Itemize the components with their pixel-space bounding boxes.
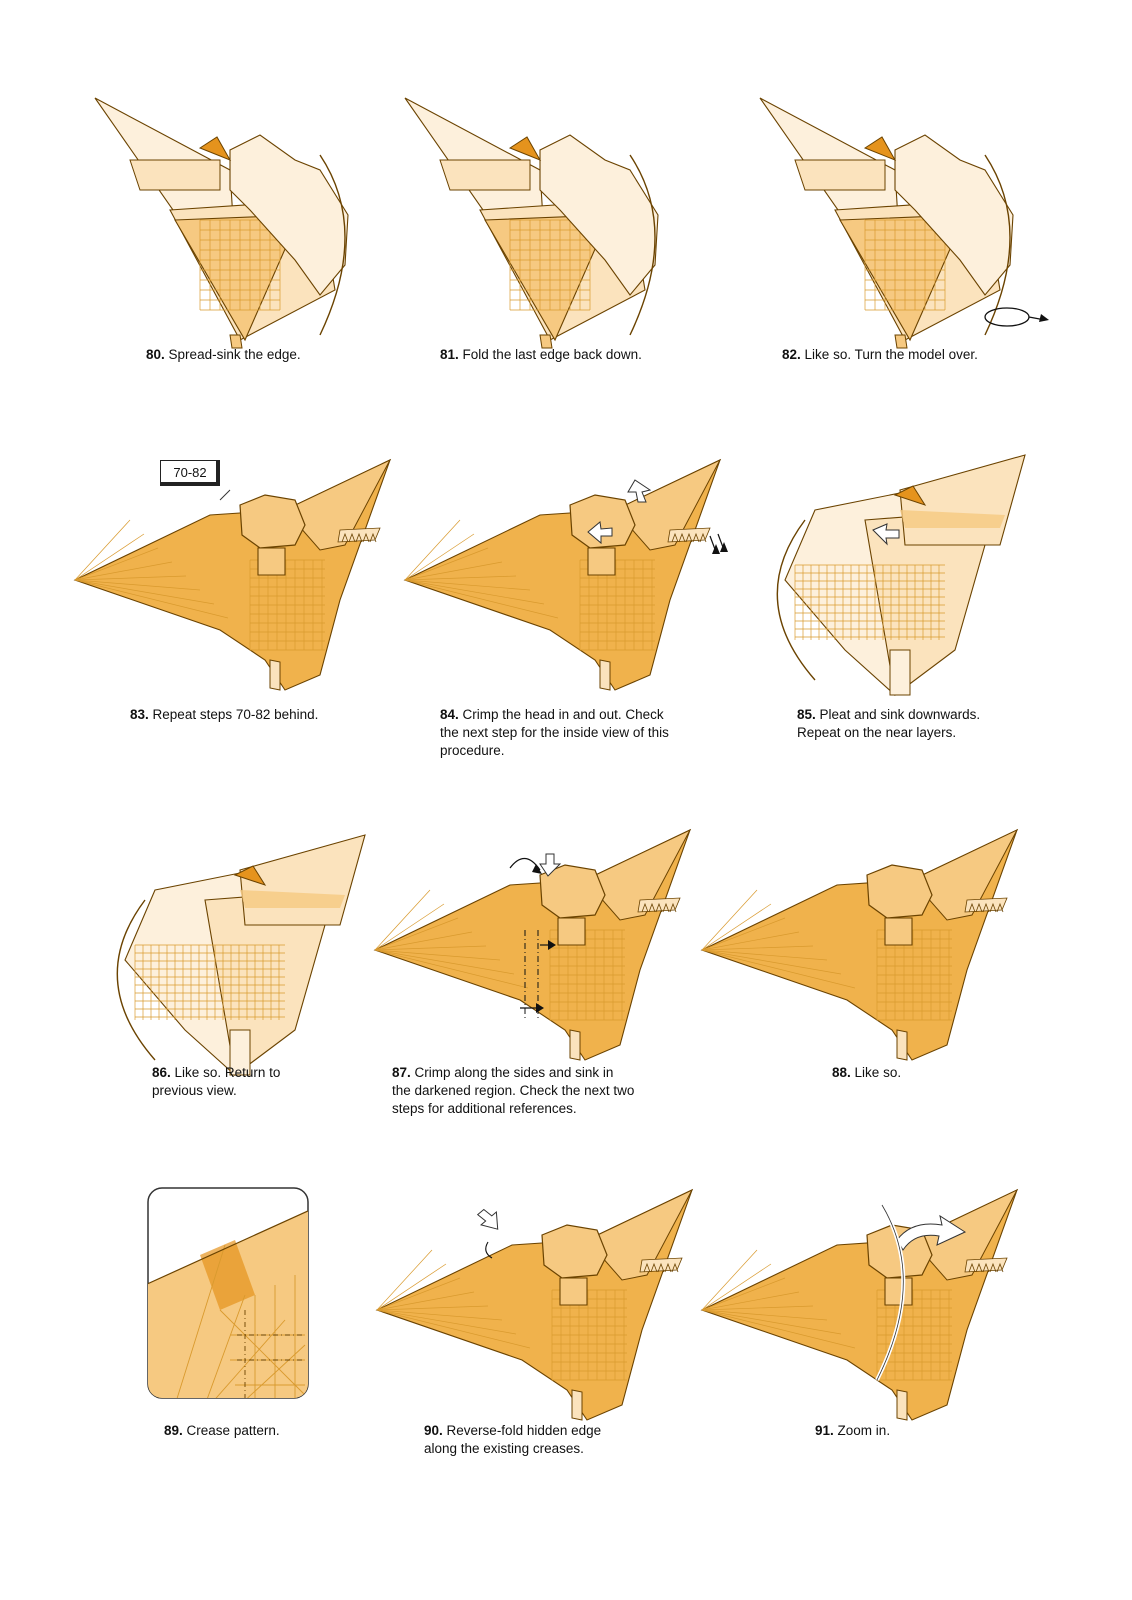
step-82: [745, 90, 1085, 420]
step-number: 80.: [146, 347, 165, 362]
caption-step-83: [130, 706, 318, 724]
step-text-line-2: the next step for the inside view of this: [440, 725, 669, 740]
origami-model: [760, 98, 1013, 348]
diagram-step-90: [372, 1180, 712, 1450]
origami-model: [375, 830, 690, 1060]
step-text-line-1: Reverse-fold hidden edge: [446, 1423, 602, 1438]
step-text: Like so.: [854, 1065, 902, 1080]
diagram-step-91: [697, 1180, 1037, 1450]
step-text: Like so. Turn the model over.: [804, 347, 978, 362]
turn-over-icon: [985, 308, 1049, 326]
origami-model: [702, 830, 1017, 1060]
diagram-step-87: [370, 820, 710, 1090]
caption-step-90: [424, 1422, 601, 1458]
step-83: [70, 450, 410, 780]
step-text-line-2: along the existing creases.: [424, 1441, 584, 1456]
origami-model: [777, 455, 1025, 695]
diagram-step-88: [697, 820, 1037, 1090]
step-text-line-1: Pleat and sink downwards.: [819, 707, 981, 722]
origami-model: [405, 98, 658, 348]
step-text-line-3: steps for additional references.: [392, 1101, 577, 1116]
diagram-step-80: [80, 90, 420, 360]
step-number: 85.: [797, 707, 816, 722]
step-90: [372, 1180, 712, 1510]
caption-step-84: [440, 706, 669, 760]
diagram-step-81: [390, 90, 730, 360]
step-number: 82.: [782, 347, 801, 362]
step-number: 87.: [392, 1065, 411, 1080]
step-number: 90.: [424, 1423, 443, 1438]
caption-step-88: [832, 1064, 901, 1082]
origami-model: [702, 1190, 1017, 1420]
step-text: Zoom in.: [837, 1423, 891, 1438]
diagram-step-85: [755, 450, 1095, 720]
step-text-line-3: procedure.: [440, 743, 505, 758]
step-91: [697, 1180, 1037, 1510]
caption-step-80: [146, 346, 301, 364]
step-text-line-2: Repeat on the near layers.: [797, 725, 957, 740]
step-text-line-1: Like so. Return to: [174, 1065, 281, 1080]
step-text-line-2: previous view.: [152, 1083, 237, 1098]
diagram-step-84: [400, 450, 740, 720]
step-number: 86.: [152, 1065, 171, 1080]
step-88: [697, 820, 1037, 1150]
step-number: 91.: [815, 1423, 834, 1438]
step-number: 88.: [832, 1065, 851, 1080]
caption-step-85: [797, 706, 980, 742]
step-text: Fold the last edge back down.: [462, 347, 642, 362]
caption-step-91: [815, 1422, 890, 1440]
diagram-step-83: [70, 450, 410, 720]
step-number: 81.: [440, 347, 459, 362]
diagram-step-82: [745, 90, 1085, 360]
step-text: Repeat steps 70-82 behind.: [152, 707, 319, 722]
origami-model: [377, 1190, 692, 1420]
step-80: [80, 90, 420, 420]
caption-step-89: [164, 1422, 280, 1440]
caption-step-81: [440, 346, 642, 364]
origami-model: [95, 98, 348, 348]
step-number: 83.: [130, 707, 149, 722]
step-text: Crease pattern.: [186, 1423, 280, 1438]
caption-step-87: [392, 1064, 634, 1118]
caption-step-82: [782, 346, 978, 364]
step-81: [390, 90, 730, 420]
step-number: 89.: [164, 1423, 183, 1438]
step-text: Spread-sink the edge.: [168, 347, 301, 362]
step-text-line-2: the darkened region. Check the next two: [392, 1083, 635, 1098]
step-reference-label: 70-82: [173, 465, 207, 480]
origami-model: [75, 460, 390, 690]
step-number: 84.: [440, 707, 459, 722]
step-text-line-1: Crimp along the sides and sink in: [414, 1065, 614, 1080]
origami-model: [405, 460, 720, 690]
caption-step-86: [152, 1064, 280, 1100]
origami-model: [117, 835, 365, 1075]
step-text-line-1: Crimp the head in and out. Check: [462, 707, 664, 722]
